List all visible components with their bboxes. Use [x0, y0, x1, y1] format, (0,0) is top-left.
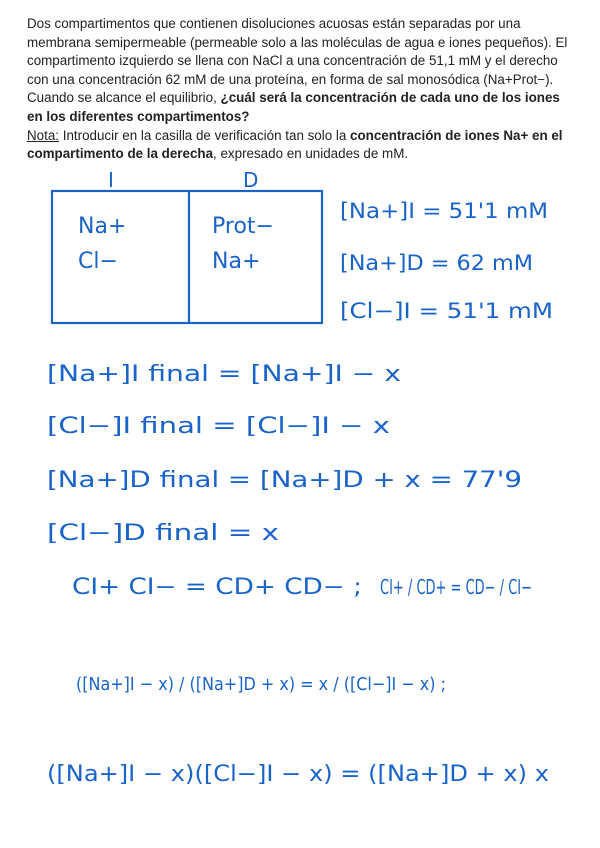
- equation-donnan-ratio: CI+ / CD+ = CD− / CI−: [380, 575, 532, 599]
- given-na-left: [Na+]I = 51'1 mM: [340, 199, 548, 223]
- equation-cl-right-final: [Cl−]D final = x: [47, 521, 279, 546]
- intro-text: Dos compartimentos que contienen disoluciones acuosas están separadas por una membrana semipermeable (permeable solo a las moléculas de agua e iones pequeños). El compartimento izquierdo se llena con NaCl a una concentración de 51,1 mM y el derecho con una concentración 62 mM de una proteína, en forma de sal monosódica (Na+Prot−). Cuando se alcance el equilibrio,: [27, 16, 568, 106]
- note-bold-text: concentración de iones Na+ en el compartimento de la derecha: [27, 127, 563, 162]
- given-cl-left: [Cl−]I = 51'1 mM: [340, 299, 553, 323]
- question-text: ¿cuál será la concentración de cada uno de los iones en los diferentes compartimentos?: [27, 90, 560, 124]
- equation-na-right-final: [Na+]D final = [Na+]D + x = 77'9: [47, 468, 522, 493]
- right-ion-2: Na+: [212, 249, 261, 274]
- right-compartment-label: D: [243, 168, 259, 192]
- left-ion-1: Na+: [78, 214, 127, 239]
- equation-na-left-final: [Na+]I final = [Na+]I − x: [47, 362, 401, 387]
- note-text-2: , expresado en unidades de mM.: [213, 146, 409, 162]
- right-ion-1: Prot−: [212, 214, 274, 239]
- given-na-right: [Na+]D = 62 mM: [340, 251, 533, 275]
- left-compartment-label: I: [108, 168, 114, 192]
- equation-cl-left-final: [Cl−]I final = [Cl−]I − x: [47, 414, 390, 439]
- note-text-1: Introducir en la casilla de verificación tan solo la: [59, 127, 351, 143]
- equation-ratio-substituted: ([Na+]I − x) / ([Na+]D + x) = x / ([Cl−]I − x) ;: [76, 674, 446, 695]
- left-ion-2: Cl−: [78, 249, 118, 274]
- equation-donnan-product: CI+ CI− = CD+ CD− ;: [72, 575, 362, 600]
- note-label: Nota:: [27, 127, 60, 143]
- equation-final-expansion: ([Na+]I − x)([Cl−]I − x) = ([Na+]D + x) x: [47, 762, 549, 787]
